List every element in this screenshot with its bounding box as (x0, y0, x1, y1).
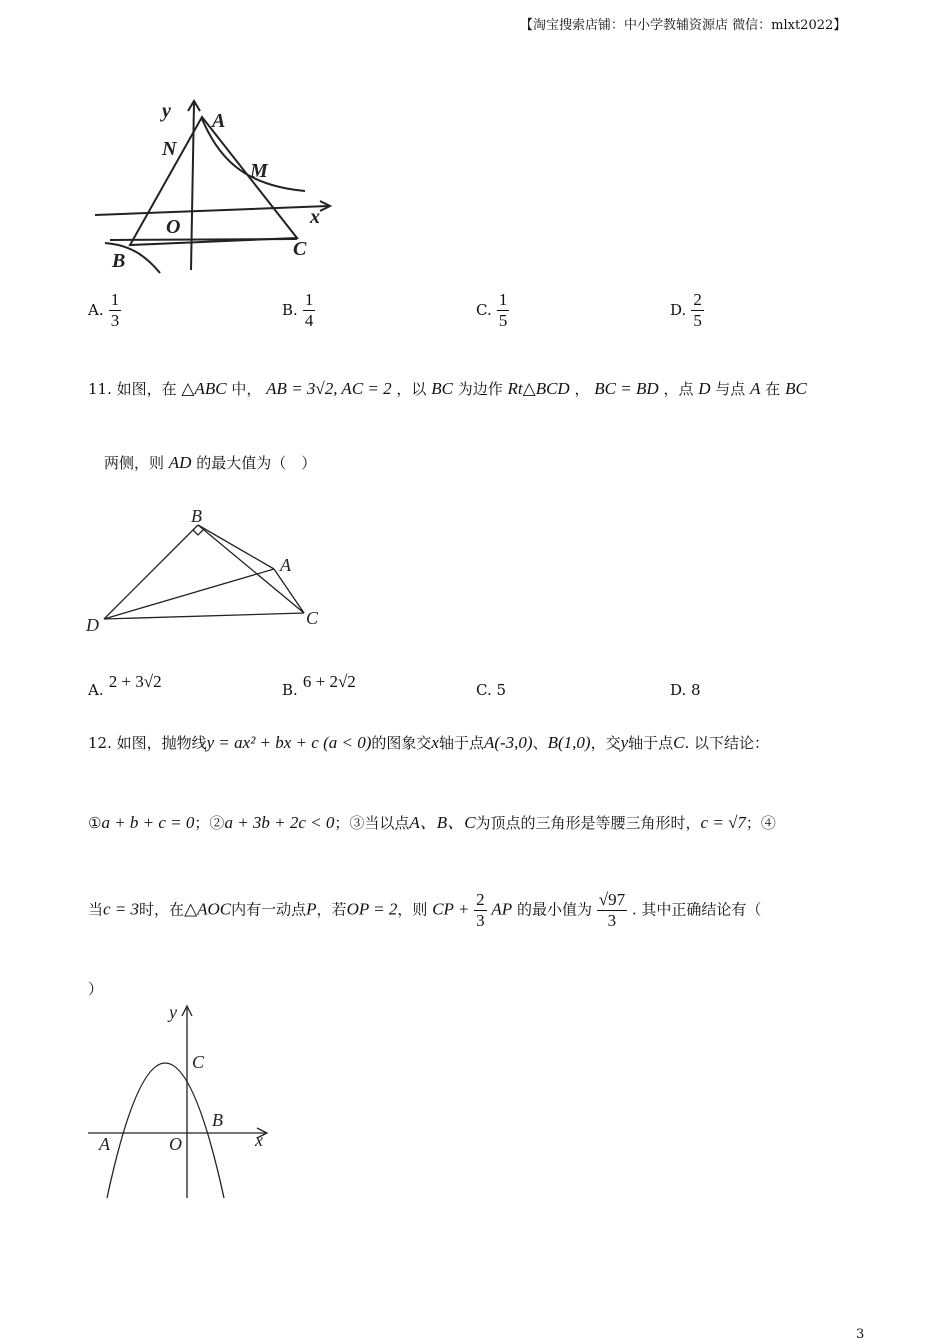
option-numerator: 1 (110, 290, 120, 309)
q10-option-d[interactable] (670, 290, 704, 331)
q11-text: 中， (231, 380, 262, 398)
q12-text: . 以下结论： (684, 734, 770, 752)
q11-text: 两侧，则 (104, 454, 165, 472)
q12-frac-num: 2 (476, 890, 485, 909)
q10-option-b[interactable] (282, 290, 315, 331)
q11-condition: AB = 3√2, AC = 2 (266, 379, 392, 398)
option-label: C. (476, 301, 492, 319)
q12-text: 当 (88, 900, 104, 919)
q12-condition: c = 3 (103, 899, 140, 919)
q11-option-c[interactable]: C. 5 (476, 681, 507, 699)
q11-stem-line2 (104, 452, 316, 473)
q10-label-b: B (112, 250, 126, 272)
q12-text: ；④ (745, 814, 776, 832)
q11-segment-ad: AD (168, 453, 192, 472)
q12-ap: AP (491, 899, 513, 919)
q12-op: OP = 2 (346, 899, 398, 919)
q12-triangle-aoc: △AOC (184, 899, 232, 919)
q12-point-p: P (306, 899, 317, 919)
q12-equation: y = ax² + bx + c (a < 0) (206, 733, 372, 752)
option-denominator: 3 (110, 311, 120, 330)
q12-label-y: y (169, 1002, 177, 1022)
q12-conclusion-3: c = √7 (700, 813, 746, 832)
q12-x: x (431, 733, 439, 752)
page-number: 3 (856, 1327, 865, 1342)
option-value: 6 + 2√2 (302, 672, 356, 691)
q12-text: ，交 (590, 734, 621, 752)
q11-number: 11. 如图，在 (88, 380, 177, 398)
q10-option-a[interactable] (88, 290, 121, 331)
q11-label-a: A (280, 555, 291, 575)
q12-point-a: A(-3,0) (483, 733, 533, 752)
q11-figure (82, 505, 332, 635)
q12-figure (85, 1000, 275, 1205)
q11-segment-bc: BC (785, 379, 807, 398)
q11-option-b[interactable] (282, 672, 356, 699)
q11-text: ， (574, 380, 590, 398)
option-numerator: 1 (304, 290, 314, 309)
option-label: B. (282, 681, 298, 699)
q12-label-x: x (255, 1130, 263, 1150)
q10-label-c: C (293, 238, 307, 260)
option-denominator: 4 (304, 311, 314, 330)
q11-option-a[interactable] (88, 672, 162, 699)
q12-stem-line3 (88, 890, 761, 931)
q12-label-a: A (99, 1134, 110, 1154)
q11-segment-bc: BC (431, 379, 453, 398)
q12-number: 12. 如图，抛物线 (88, 734, 207, 752)
q11-point-d: D (698, 379, 711, 398)
option-label: D. (670, 301, 687, 319)
q10-label-y: y (162, 100, 171, 122)
option-denominator: 5 (498, 311, 508, 330)
q11-label-c: C (306, 608, 319, 628)
q12-text: 的图象交 (371, 734, 432, 752)
q12-label-c: C (192, 1052, 205, 1072)
q12-text: ；③当以点 (334, 814, 410, 832)
q12-answer-num: √97 (598, 890, 626, 909)
q11-label-b: B (191, 506, 202, 526)
q12-text: . 其中正确结论有（ (631, 900, 762, 919)
q11-label-d: D (86, 615, 99, 635)
q12-mark: ① (88, 814, 102, 832)
q12-text: 轴于点 (438, 734, 484, 752)
q12-text: 时，在 (139, 900, 185, 919)
q12-text: 的最小值为 (516, 900, 592, 919)
q10-option-c[interactable] (476, 290, 509, 331)
q11-text: 的最大值为（ ） (196, 454, 317, 472)
q12-point-b: B(1,0) (547, 733, 591, 752)
q11-text: 为边作 (457, 380, 503, 398)
q10-label-m: M (250, 160, 268, 182)
q10-label-x: x (310, 206, 320, 228)
q11-point-a: A (750, 379, 761, 398)
option-label: A. (88, 681, 104, 699)
q12-point-c: C (673, 733, 685, 752)
q11-text: 在 (765, 380, 781, 398)
q12-conclusion-2: a + 3b + 2c < 0 (224, 813, 335, 832)
option-label: B. (282, 301, 298, 319)
q11-text: ，点 (663, 380, 694, 398)
q12-text: ；② (194, 814, 225, 832)
q12-frac-den: 3 (476, 911, 485, 930)
option-value: 2 + 3√2 (108, 672, 162, 691)
q11-rt-triangle: Rt△BCD (507, 379, 570, 398)
q12-text: ，则 (397, 900, 428, 919)
q11-equal-sides: BC = BD (594, 379, 659, 398)
q11-text: 与点 (715, 380, 746, 398)
q12-answer-den: 3 (607, 911, 617, 930)
q12-y: y (620, 733, 629, 752)
q12-label-b: B (212, 1110, 223, 1130)
q10-label-o: O (166, 216, 181, 238)
option-label: A. (88, 301, 104, 319)
q12-text: ，若 (316, 900, 347, 919)
q11-option-d[interactable]: D. 8 (670, 681, 701, 699)
q12-conclusion-1: a + b + c = 0 (101, 813, 195, 832)
q12-text: 、 (532, 734, 548, 752)
q12-stem-line2 (88, 808, 776, 833)
q11-triangle-abc: △ABC (181, 379, 227, 398)
q12-stem-line4: ） (88, 980, 104, 998)
option-numerator: 1 (498, 290, 508, 309)
option-numerator: 2 (693, 290, 702, 309)
q12-cp: CP + (432, 899, 470, 919)
option-denominator: 5 (693, 311, 702, 330)
q11-stem-line1 (88, 378, 807, 399)
q11-text: ，以 (396, 380, 427, 398)
q10-label-a: A (212, 110, 226, 132)
q10-label-n: N (162, 138, 177, 160)
q12-text: 为顶点的三角形是等腰三角形时， (475, 814, 701, 832)
q10-figure (90, 95, 340, 275)
page-header: 【淘宝搜索店铺：中小学教辅资源店 微信：mlxt2022】 (520, 18, 847, 33)
q12-points: A、B、C (409, 813, 476, 832)
q12-label-o: O (169, 1134, 182, 1154)
q12-text: 内有一动点 (231, 900, 307, 919)
q12-stem-line1 (88, 732, 769, 753)
q12-text: 轴于点 (628, 734, 674, 752)
